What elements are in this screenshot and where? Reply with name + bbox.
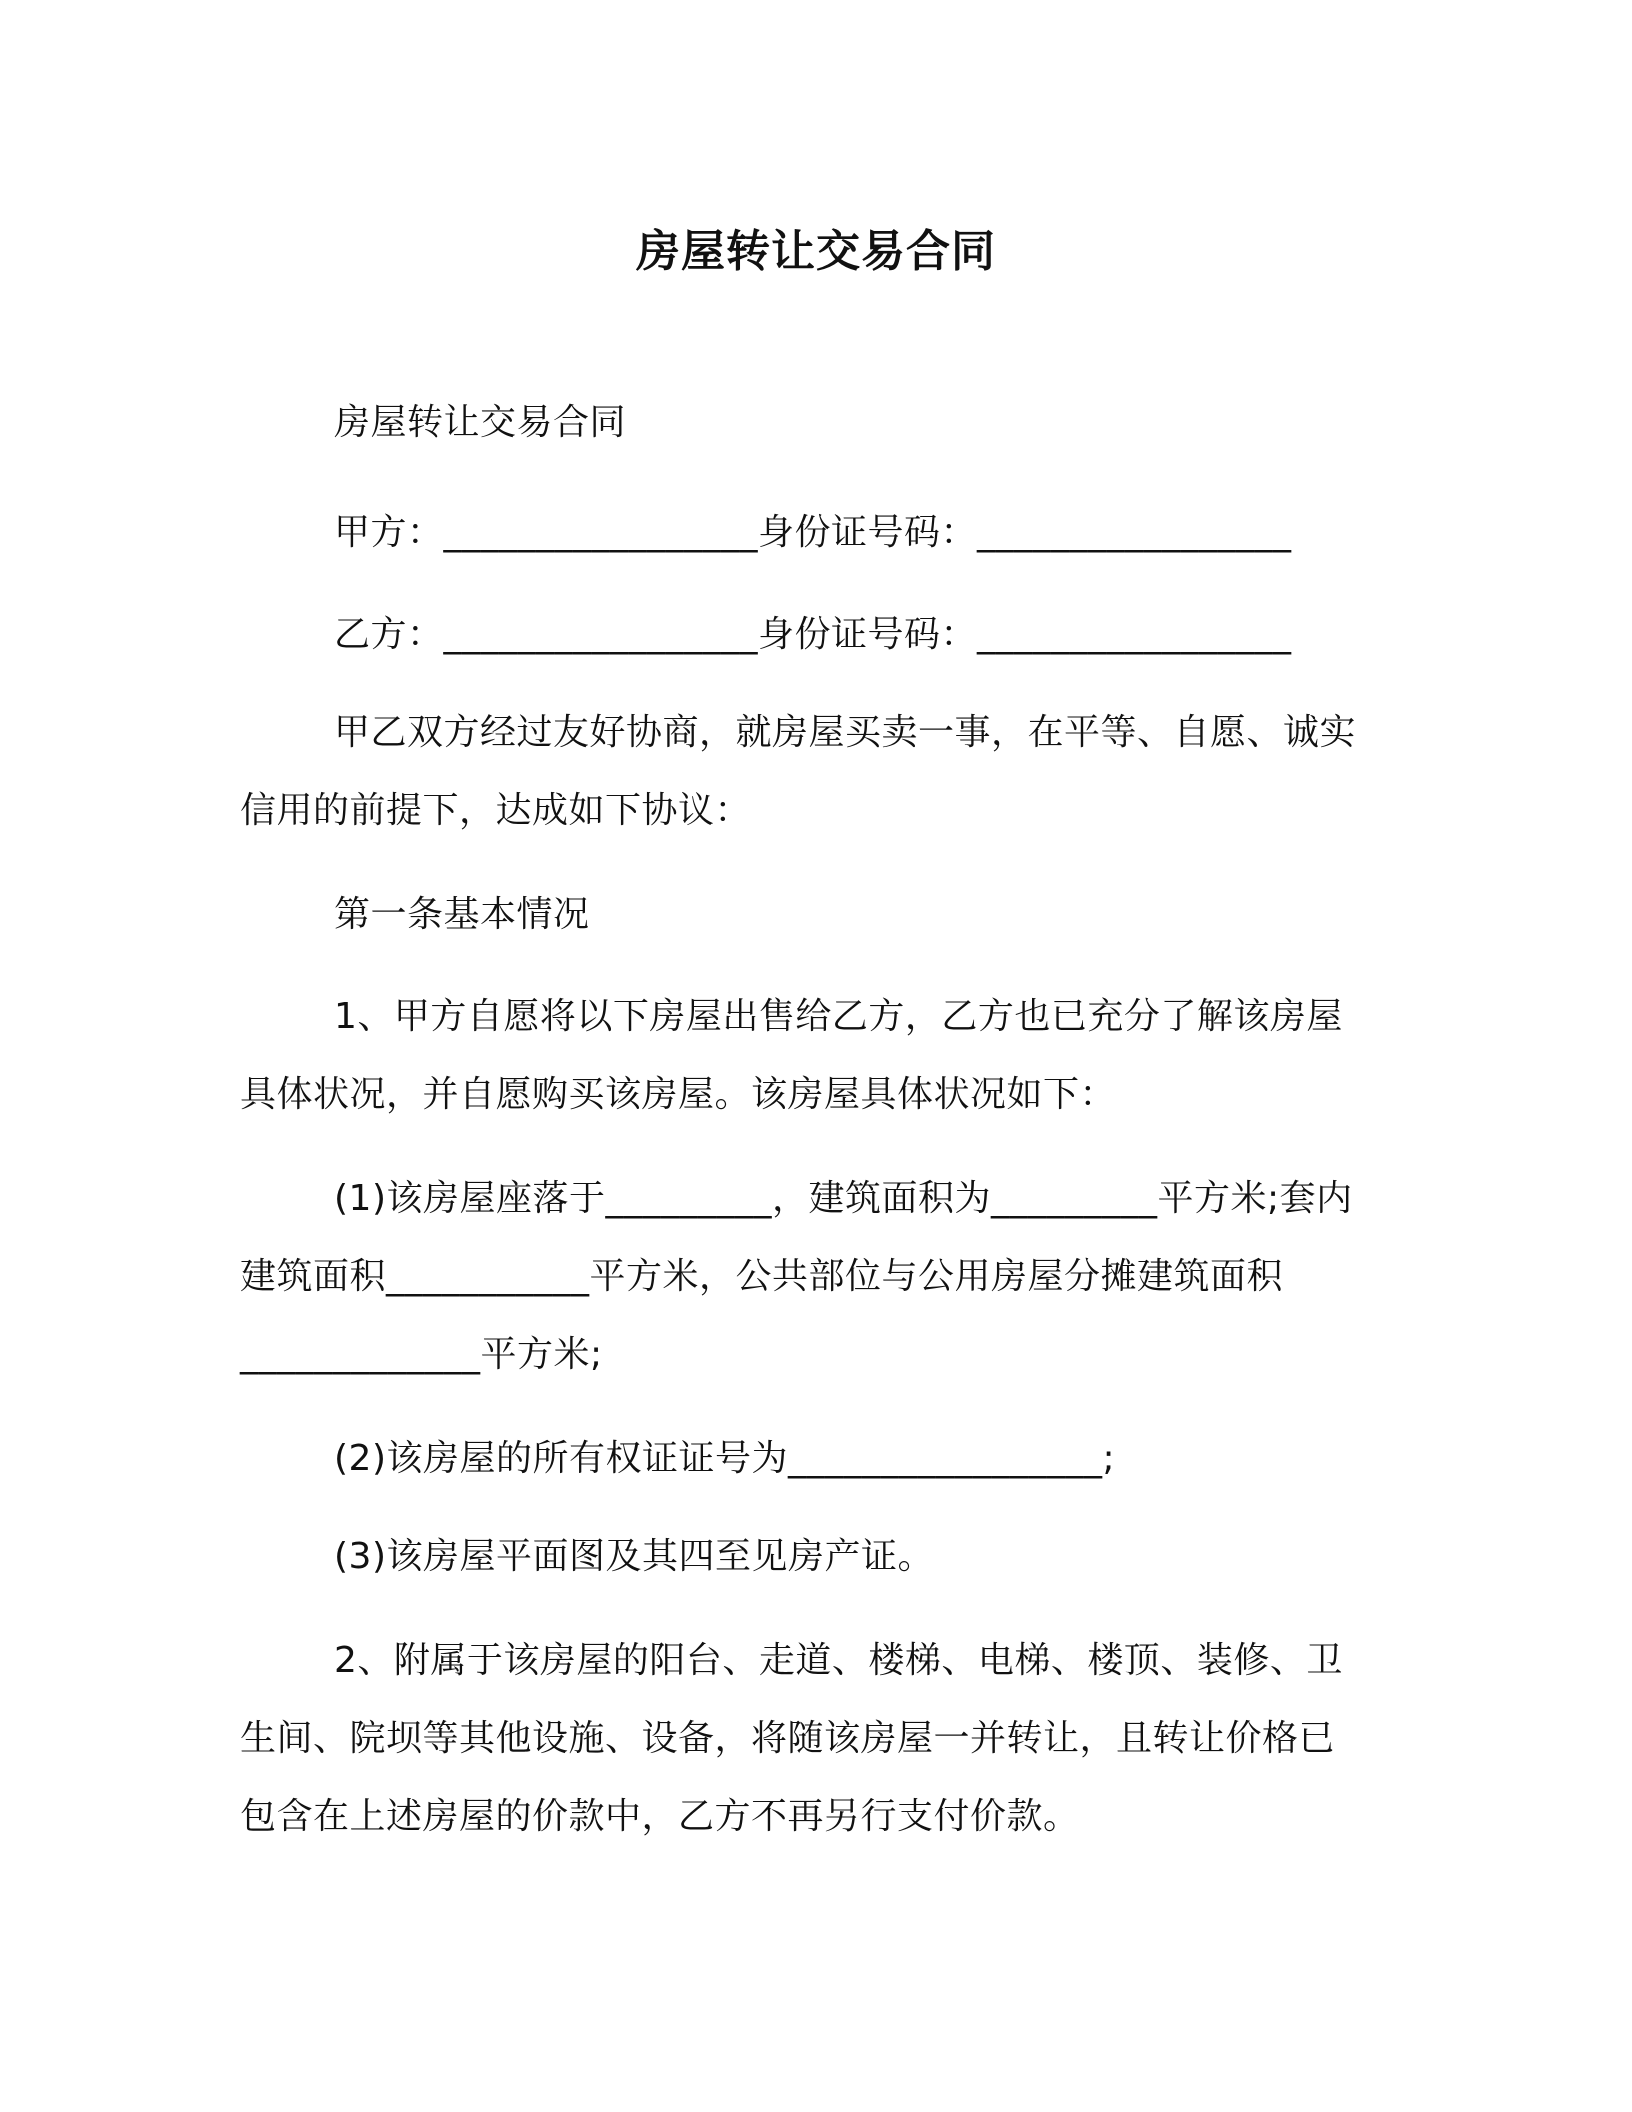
document-title: 房屋转让交易合同	[636, 226, 996, 277]
item-1-line-1: (1)该房屋座落于_________，建筑面积为_________平方米;套内	[334, 1178, 1353, 1219]
party-b-line: 乙方：_________________身份证号码：_________________	[334, 614, 1292, 655]
preamble-line-1: 甲乙双方经过友好协商，就房屋买卖一事，在平等、自愿、诚实	[334, 712, 1357, 753]
item-1-line-3: _____________平方米;	[240, 1334, 603, 1375]
clause-1-line-1: 1、甲方自愿将以下房屋出售给乙方，乙方也已充分了解该房屋	[334, 996, 1343, 1037]
clause-2-line-1: 2、附属于该房屋的阳台、走道、楼梯、电梯、楼顶、装修、卫	[334, 1640, 1343, 1681]
item-2-line: (2)该房屋的所有权证证号为_________________;	[334, 1438, 1116, 1479]
article-one-heading: 第一条基本情况	[334, 894, 590, 935]
preamble-line-2: 信用的前提下，达成如下协议：	[240, 790, 752, 831]
party-a-line: 甲方：_________________身份证号码：_________________	[334, 512, 1292, 553]
clause-1-line-2: 具体状况，并自愿购买该房屋。该房屋具体状况如下：	[240, 1074, 1117, 1115]
clause-2-line-3: 包含在上述房屋的价款中，乙方不再另行支付价款。	[240, 1796, 1080, 1837]
item-3-line: (3)该房屋平面图及其四至见房产证。	[334, 1536, 934, 1577]
item-1-line-2: 建筑面积___________平方米，公共部位与公用房屋分摊建筑面积	[240, 1256, 1284, 1297]
subtitle-line: 房屋转让交易合同	[334, 402, 627, 443]
clause-2-line-2: 生间、院坝等其他设施、设备，将随该房屋一并转让，且转让价格已	[240, 1718, 1336, 1759]
